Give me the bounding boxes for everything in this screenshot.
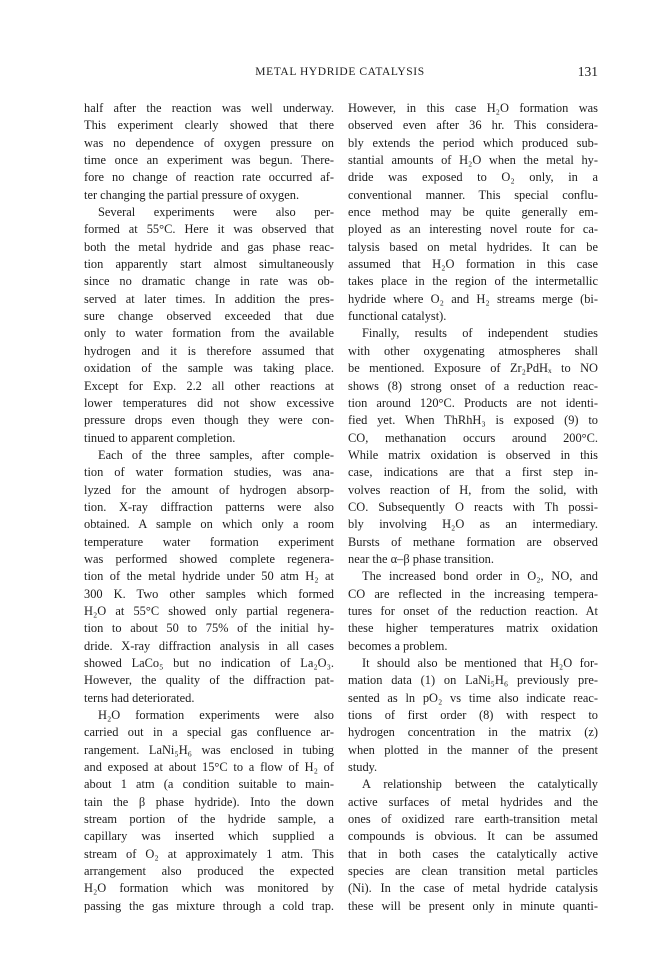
- text-line: However, the quality of the diffraction pat-: [84, 673, 334, 688]
- text-line: carried out in a special gas confluence ar-: [84, 725, 334, 740]
- page-number: 131: [577, 64, 598, 79]
- text-line: H₂O formation experiments were also: [98, 708, 334, 723]
- text-line: mation data (1) on LaNi₅H₆ previously pre-: [348, 673, 598, 688]
- running-head: METAL HYDRIDE CATALYSIS: [255, 66, 425, 78]
- text-line: functional catalyst).: [348, 309, 447, 324]
- text-line: Each of the three samples, after comple-: [98, 447, 334, 462]
- text-line: (Ni). In the case of metal hydride catalysis: [348, 881, 598, 896]
- text-line: oxidation of the sample was taking place.: [84, 361, 334, 376]
- text-line: The increased bond order in O₂, NO, and: [362, 569, 598, 584]
- text-line: passing the gas mixture through a cold trap.: [84, 898, 334, 913]
- text-line: ones of oxidized rare earth-transition metal: [348, 812, 598, 827]
- text-line: hydrogen concentration in the matrix (z): [348, 725, 598, 740]
- text-line: stream portion of the hydride sample, a: [84, 812, 334, 827]
- text-line: tain the β phase hydride). Into the down: [84, 794, 334, 809]
- text-line: tion apparently start almost simultaneously: [84, 257, 334, 272]
- text-line: only to water formation from the available: [84, 326, 334, 341]
- text-line: hydrogen and it is therefore assumed that: [84, 343, 334, 358]
- text-line: becomes a problem.: [348, 638, 448, 653]
- text-line: dride. X-ray diffraction analysis in all cases: [84, 638, 334, 653]
- text-line: This experiment clearly showed that there: [84, 118, 334, 133]
- text-line: tion. X-ray diffraction patterns were also: [84, 499, 334, 514]
- text-line: tion to about 50 to 75% of the initial hy-: [84, 621, 334, 636]
- text-line: that in both cases the catalytically active: [348, 846, 598, 861]
- text-line: case, indications are that a first step in-: [348, 465, 598, 480]
- text-line: bly involving H₂O as an intermediary.: [348, 517, 598, 532]
- text-line: tion of water formation studies, was ana-: [84, 465, 334, 480]
- text-line: study.: [348, 760, 378, 775]
- text-line: H₂O formation which was monitored by: [84, 881, 334, 896]
- text-line: arrangement also produced the expected: [84, 864, 334, 879]
- text-line: half after the reaction was well underway.: [84, 101, 334, 115]
- text-line: stantial amounts of H₂O when the metal hy-: [348, 153, 598, 168]
- text-line: formed at 55°C. Here it was observed that: [84, 222, 334, 237]
- text-line: stream of O₂ at approximately 1 atm. This: [84, 846, 334, 861]
- text-line: Except for Exp. 2.2 all other reactions at: [84, 378, 334, 393]
- text-line: Several experiments were also per-: [98, 205, 334, 220]
- text-line: ence method may be quite generally em-: [348, 205, 598, 220]
- text-line: talysis based on metal hydrides. It can be: [348, 239, 598, 254]
- text-line: capillary was inserted which supplied a: [84, 829, 334, 844]
- text-line: near the α–β phase transition.: [348, 551, 494, 566]
- text-line: rangement. LaNi₅H₆ was enclosed in tubing: [84, 742, 334, 757]
- text-line: was performed showed complete regenera-: [84, 551, 334, 566]
- text-line: While matrix oxidation is observed in this: [348, 447, 598, 462]
- text-line: conventional manner. This special conflu-: [348, 187, 598, 202]
- text-line: about 1 atm (a condition suitable to main-: [84, 777, 334, 792]
- text-line: volves reaction of H, from the solid, with: [348, 482, 598, 497]
- text-line: tures for onset of the reduction reaction. At: [348, 603, 598, 618]
- text-line: lower temperatures did not show excessive: [84, 395, 334, 410]
- text-line: both the metal hydride and gas phase reac-: [84, 239, 334, 254]
- text-line: dride was exposed to O₂ only, in a: [348, 170, 598, 185]
- text-line: with other oxygenating atmospheres shall: [348, 343, 598, 358]
- text-line: takes place in the region of the intermetallic: [348, 274, 598, 289]
- left-text-column: [84, 100, 334, 915]
- text-line: However, in this case H₂O formation was: [348, 101, 598, 115]
- text-line: Bursts of methane formation are observed: [348, 534, 598, 549]
- text-line: fore no change of reaction rate occurred af-: [84, 170, 334, 185]
- text-line: sure change observed exceeded that due: [84, 309, 334, 324]
- text-line: pressure drops even though they were con-: [84, 413, 334, 428]
- text-line: ployed as an interesting novel route for ca-: [348, 222, 598, 237]
- text-line: obtained. A sample on which only a room: [84, 517, 334, 532]
- text-line: Finally, results of independent studies: [362, 326, 598, 341]
- right-text-column: [348, 100, 598, 915]
- text-line: species are clean transition metal particles: [348, 864, 598, 879]
- text-line: active surfaces of metal hydrides and the: [348, 794, 598, 809]
- text-line: bly extends the period which produced sub-: [348, 135, 598, 150]
- text-line: fied yet. When ThRhH₃ is exposed (9) to: [348, 413, 598, 428]
- text-line: sented as ln pO₂ vs time also indicate reac-: [348, 690, 598, 705]
- text-line: CO. Subsequently O reacts with Th possi-: [348, 499, 598, 514]
- text-line: when plotted in the manner of the present: [348, 742, 598, 757]
- text-line: It should also be mentioned that H₂O for-: [362, 656, 598, 670]
- text-line: showed LaCo₅ but no indication of La₂O₃.: [84, 656, 334, 670]
- text-line: terns had deteriorated.: [84, 690, 195, 705]
- text-line: shows (8) strong onset of a reduction reac-: [348, 378, 598, 393]
- text-line: tion around 120°C. Products are not identi-: [348, 395, 598, 410]
- page-header: [82, 66, 598, 86]
- text-line: hydride where O₂ and H₂ streams merge (bi-: [348, 291, 598, 306]
- text-line: observed even after 36 hr. This considera-: [348, 118, 598, 133]
- text-line: lyzed for the amount of hydrogen absorp-: [84, 482, 334, 497]
- text-line: assumed that H₂O formation in this case: [348, 257, 598, 272]
- text-line: compounds is obvious. It can be assumed: [348, 829, 598, 844]
- text-line: time once an experiment was begun. There-: [84, 153, 334, 168]
- text-line: be mentioned. Exposure of Zr₂PdHₓ to NO: [348, 361, 598, 376]
- text-line: temperature water formation experiment: [84, 534, 334, 549]
- text-line: CO, methanation occurs around 200°C.: [348, 430, 598, 445]
- text-line: served at later times. In addition the pres-: [84, 291, 334, 306]
- text-line: CO are reflected in the increasing tempera-: [348, 586, 598, 601]
- text-line: these will be present only in minute quanti-: [348, 898, 598, 913]
- text-line: these higher temperatures matrix oxidation: [348, 621, 598, 636]
- text-line: was no dependence of oxygen pressure on: [84, 135, 334, 150]
- text-line: H₂O at 55°C showed only partial regenera-: [84, 603, 334, 618]
- text-line: and exposed at about 15°C to a flow of H₂ of: [84, 760, 334, 775]
- text-line: tions of first order (8) with respect to: [348, 708, 598, 723]
- text-line: 300 K. Two other samples which formed: [84, 586, 334, 601]
- text-line: tion of the metal hydride under 50 atm H₂ at: [84, 569, 334, 584]
- text-line: since no dramatic change in rate was ob-: [84, 274, 334, 289]
- text-line: ter changing the partial pressure of oxygen.: [84, 187, 300, 202]
- text-line: A relationship between the catalytically: [362, 777, 598, 792]
- text-line: tinued to apparent completion.: [84, 430, 236, 445]
